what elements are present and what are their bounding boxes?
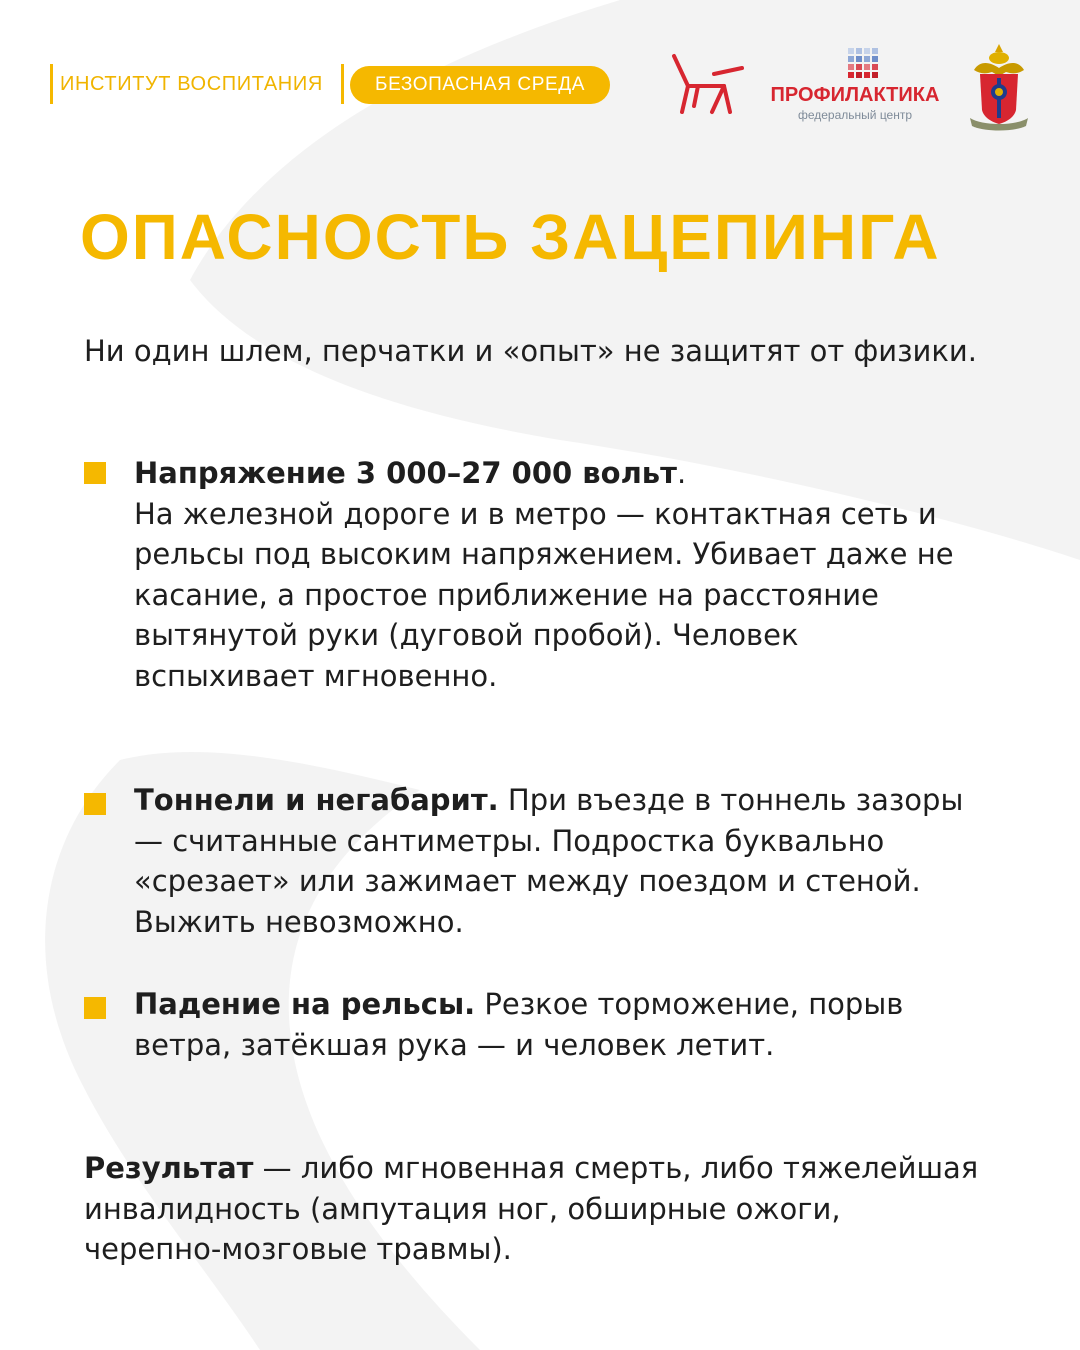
header-divider [50,64,53,104]
header-divider [341,64,344,104]
intro-text: Ни один шлем, перчатки и «опыт» не защитят от физики. [84,334,977,368]
bullet-marker [84,793,106,815]
result-heading: Результат [84,1151,254,1185]
list-item-heading: Напряжение 3 000–27 000 вольт [134,456,677,490]
railway-chair-logo-icon [668,52,746,116]
profilaktika-subtitle: федеральный центр [797,108,913,122]
coat-of-arms-emblem-icon [966,40,1032,132]
result-paragraph [84,1148,984,1270]
list-item-heading: Падение на рельсы. [134,987,476,1021]
list-item-text: На железной дороге и в метро — контактная сеть и рельсы под высоким напряжением. Убивает даже не касание, а простое приближение на расстояние вытянутой руки (дуговой пробой). Человек вспыхивает мгновенно. [134,496,954,693]
list-item-text: При въезде в тоннель зазоры — считанные сантиметры. Подростка буквально «срезает» или зажимает между поездом и стеной. Выжить невозможно. [134,783,964,939]
bullet-marker [84,997,106,1019]
list-item-tunnels [134,780,964,942]
header [0,0,1080,150]
profilaktika-grid-icon [848,48,878,78]
list-item-voltage [134,453,964,696]
result-text: — либо мгновенная смерть, либо тяжелейшая инвалидность (ампутация ног, обширные ожоги, черепно-мозговые травмы). [84,1151,979,1266]
profilaktika-name: ПРОФИЛАКТИКА [770,84,940,106]
profilaktika-logo [760,46,950,122]
safe-environment-badge: БЕЗОПАСНАЯ СРЕДА [350,66,610,104]
page-title: ОПАСНОСТЬ ЗАЦЕПИНГА [80,201,941,273]
list-item-heading-suffix: . [676,456,687,490]
list-item-falling [134,984,964,1065]
institute-label: ИНСТИТУТ ВОСПИТАНИЯ [60,73,323,95]
bullet-marker [84,462,106,484]
list-item-text: Резкое торможение, порыв ветра, затёкшая рука — и человек летит. [134,987,904,1062]
list-item-heading: Тоннели и негабарит. [134,783,499,817]
